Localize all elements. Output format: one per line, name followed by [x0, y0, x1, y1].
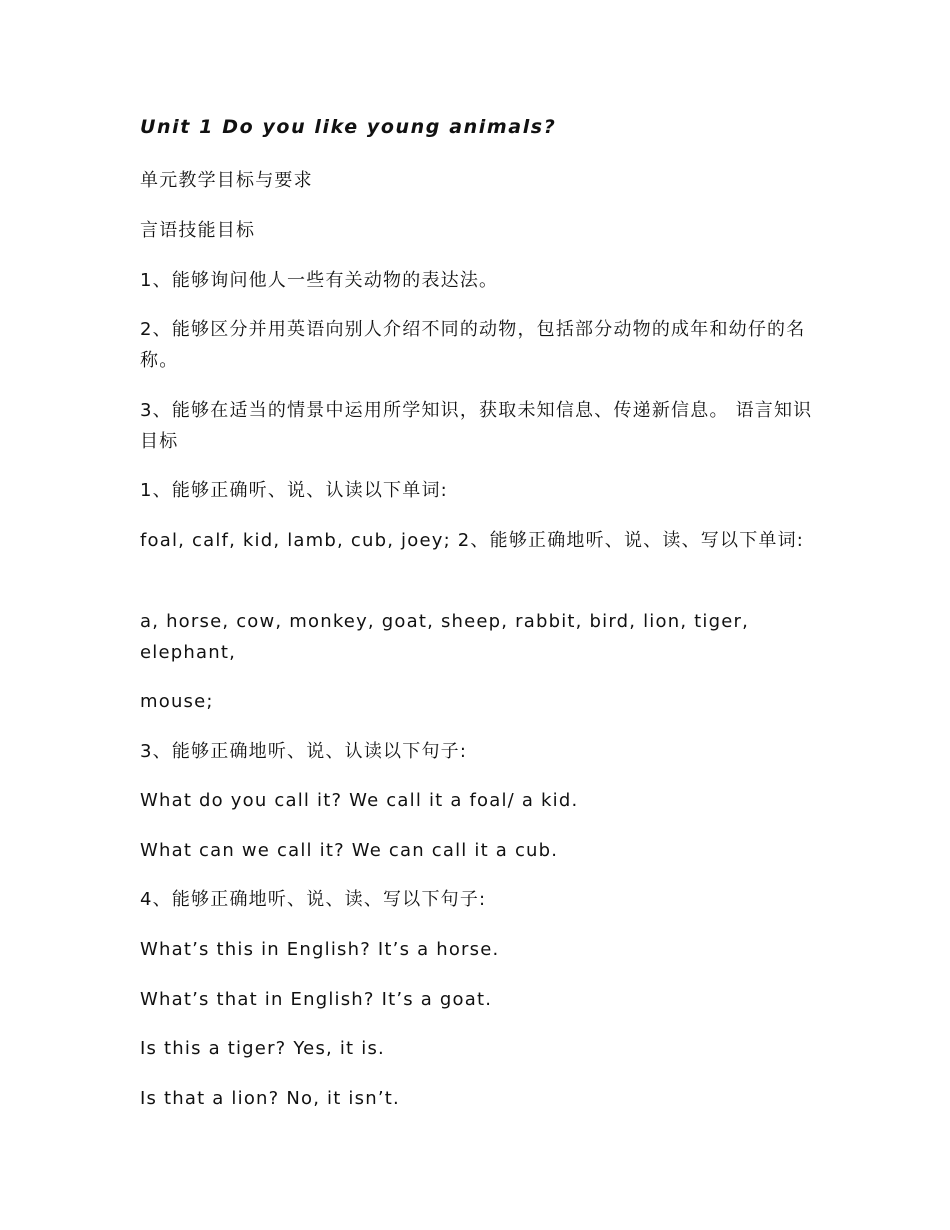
paragraph-goal-2: 2、能够区分并用英语向别人介绍不同的动物，包括部分动物的成年和幼仔的名称。: [140, 319, 806, 371]
paragraph-sentence-4: What’s that in English? It’s a goat.: [140, 989, 493, 1010]
paragraph-goal-1: 1、能够询问他人一些有关动物的表达法。: [140, 270, 499, 291]
paragraph-sentences-recognize-heading: 3、能够正确地听、说、认读以下句子:: [140, 741, 468, 762]
document-title: Unit 1 Do you like young animals?: [140, 116, 557, 138]
paragraph-words-list-3: mouse;: [140, 691, 214, 712]
paragraph-teaching-goals-heading: 单元教学目标与要求: [140, 170, 313, 191]
paragraph-skill-goals-heading: 言语技能目标: [140, 220, 256, 241]
paragraph-words-recognize-heading: 1、能够正确听、说、认读以下单词:: [140, 480, 448, 501]
paragraph-sentence-2: What can we call it? We can call it a cub.: [140, 840, 559, 861]
paragraph-sentence-1: What do you call it? We call it a foal/ a kid.: [140, 790, 579, 811]
paragraph-sentence-6: Is that a lion? No, it isn’t.: [140, 1088, 400, 1109]
paragraph-sentence-3: What’s this in English? It’s a horse.: [140, 939, 500, 960]
paragraph-words-list-1: foal, calf, kid, lamb, cub, joey; 2、能够正确地听、说、读、写以下单词:: [140, 530, 805, 551]
paragraph-sentences-write-heading: 4、能够正确地听、说、读、写以下句子:: [140, 889, 487, 910]
paragraph-goal-3: 3、能够在适当的情景中运用所学知识，获取未知信息、传递新信息。 语言知识目标: [140, 400, 813, 452]
paragraph-words-list-2: a, horse, cow, monkey, goat, sheep, rabbit, bird, lion, tiger, elephant,: [140, 611, 750, 663]
paragraph-sentence-5: Is this a tiger? Yes, it is.: [140, 1038, 385, 1059]
